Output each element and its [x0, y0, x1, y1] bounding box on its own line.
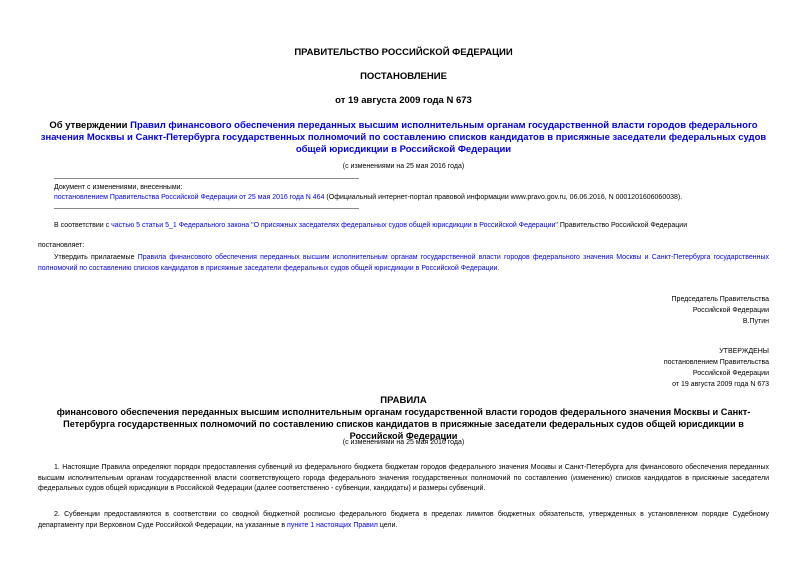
p2-rules-link[interactable]: пункте 1 настоящих Правил — [287, 521, 378, 529]
government-heading: ПРАВИТЕЛЬСТВО РОССИЙСКОЙ ФЕДЕРАЦИИ — [294, 47, 513, 58]
date-number-heading: от 19 августа 2009 года N 673 — [335, 95, 472, 106]
approval-line-1: УТВЕРЖДЕНЫ — [719, 348, 769, 355]
approve-paragraph — [38, 253, 769, 274]
decree-word: постановляет: — [38, 242, 85, 249]
rules-heading: ПРАВИЛА — [380, 395, 427, 406]
doc-type-heading: ПОСТАНОВЛЕНИЕ — [360, 71, 447, 82]
preamble-suffix: Правительство Российской Федерации — [557, 222, 688, 229]
signature-line-3: В.Путин — [742, 318, 769, 325]
signature-line-2: Российской Федерации — [692, 307, 769, 314]
signature-line-1: Председатель Правительства — [671, 296, 769, 303]
changes-suffix: (Официальный интернет-портал правовой информации www.pravo.gov.ru, 06.06.2016, N 0001201606060038). — [324, 194, 683, 201]
signature-block — [672, 294, 769, 327]
changes-label: Документ с изменениями, внесенными: — [54, 184, 183, 191]
approval-line-2: постановлением Правительства — [663, 359, 769, 366]
p2-suffix: цели. — [377, 521, 398, 529]
title-rules-link[interactable]: Правил финансового обеспечения переданных высшим исполнительным органам государственной власти городов федерального значения Москвы и Санкт-Петербурга государственных полномочий по составлению списков кандидатов в присяжные заседатели федеральных судов общей юрисдикции в Российской Федерации — [40, 120, 767, 155]
divider-bottom — [54, 208, 359, 209]
document-title — [38, 120, 769, 156]
changes-decree-link[interactable]: постановлением Правительства Российской Федерации от 25 мая 2016 года N 464 — [54, 194, 325, 201]
rules-amendment-note: (с изменениями на 25 мая 2016 года) — [342, 439, 465, 446]
changes-line — [54, 193, 769, 203]
divider-top — [54, 178, 359, 179]
rules-paragraph-2 — [38, 510, 769, 531]
amendment-note: (с изменениями на 25 мая 2016 года) — [342, 163, 465, 170]
approval-line-3: Российской Федерации — [692, 370, 769, 377]
preamble-prefix: В соответствии с — [54, 222, 112, 229]
title-prefix: Об утверждении — [49, 120, 131, 131]
p2-prefix: 2. Субвенции предоставляются в соответствии со сводной бюджетной росписью федерального бюджета в пределах лимитов бюджетных обязательств, утвержденных в установленном порядке Судебному департаменту при Верховном Суде Российской Федерации, на указанные в — [38, 511, 769, 529]
rules-paragraph-1: 1. Настоящие Правила определяют порядок предоставления субвенций из федерального бюджета бюджетам городов федерального значения Москвы и Санкт-Петербурга для финансового обеспечения переданных высшим исполнительным органам государственной власти соответствующего города федерального значения государственных полномочий по составлению (изменению) списков кандидатов в присяжные заседатели федеральных судов общей юрисдикции в Российской Федерации (далее соответственно - субвенции, кандидаты) и размеры субвенций. — [38, 464, 769, 492]
approve-prefix: Утвердить прилагаемые — [54, 254, 138, 261]
rules-subheading: финансового обеспечения переданных высшим исполнительным органам государственной власти городов федерального значения Москвы и Санкт-Петербурга государственных полномочий по составлению списков кандидатов в присяжные заседатели федеральных судов общей юрисдикции в Российской Федерации — [56, 407, 751, 441]
preamble-paragraph — [38, 221, 769, 232]
approve-rules-link[interactable]: Правила финансового обеспечения переданных высшим исполнительным органам государственной власти городов федерального значения Москвы и Санкт-Петербурга государственных полномочий по составлению списков кандидатов в присяжные заседатели федеральных судов общей юрисдикции в Российской Федерации — [38, 254, 769, 272]
approval-line-4: от 19 августа 2009 года N 673 — [672, 381, 769, 388]
preamble-law-link[interactable]: частью 5 статьи 5_1 Федерального закона "О присяжных заседателях федеральных судов общей юрисдикции в Российской Федерации" — [111, 222, 558, 229]
approve-suffix: . — [497, 264, 500, 272]
approval-stamp — [664, 346, 769, 390]
